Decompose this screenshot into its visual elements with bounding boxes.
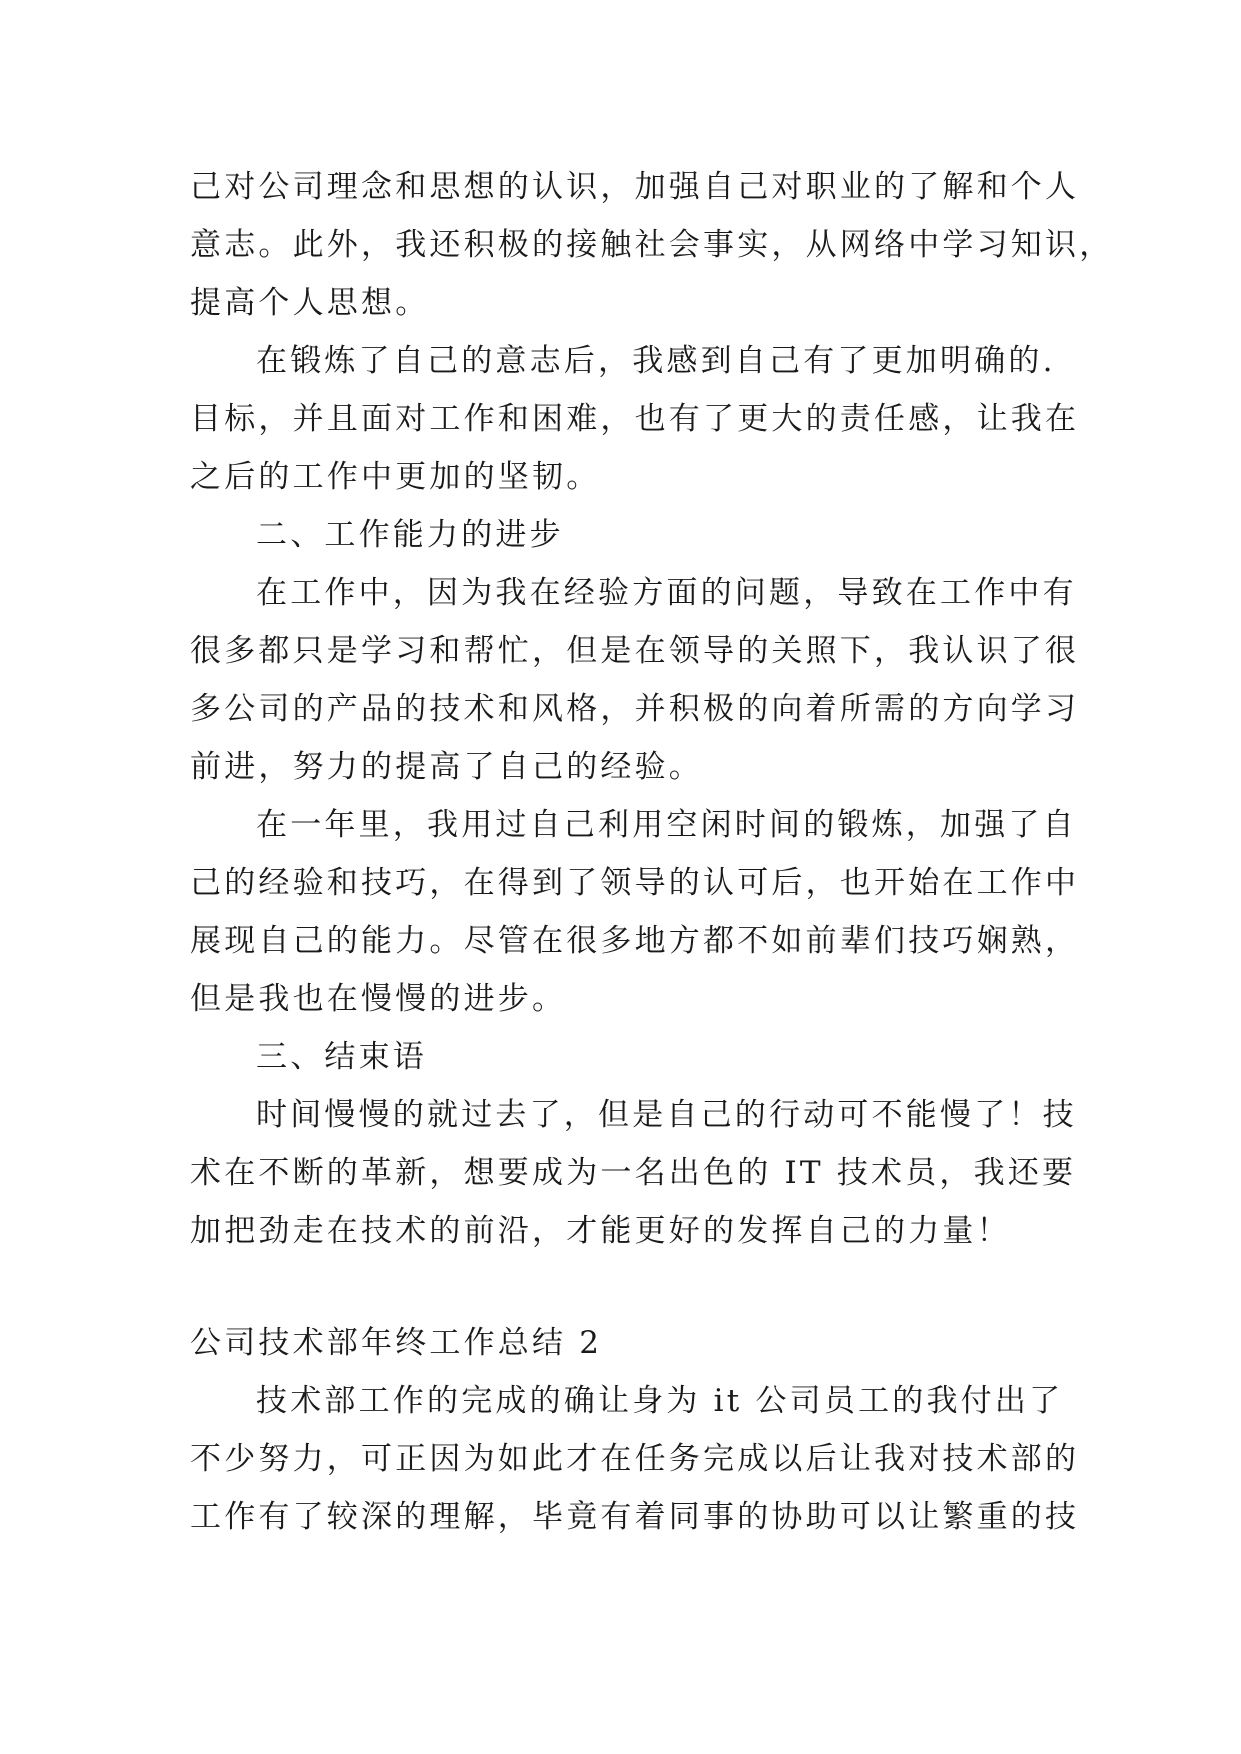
section-a-body (190, 158, 1114, 1260)
paragraph-line: 加把劲走在技术的前沿，才能更好的发挥自己的力量！ (190, 1213, 1011, 1249)
paragraph-line: 术在不断的革新，想要成为一名出色的 IT 技术员，我还要 (190, 1155, 1077, 1191)
document-title: 公司技术部年终工作总结 2 (190, 1325, 603, 1361)
paragraph-line: 展现自己的能力。尽管在很多地方都不如前辈们技巧娴熟， (190, 923, 1080, 959)
paragraph-line: 目标，并且面对工作和困难，也有了更大的责任感，让我在 (190, 401, 1080, 437)
paragraph-line: 意志。此外，我还积极的接触社会事实，从网络中学习知识， (190, 227, 1114, 263)
paragraph-line: 技术部工作的完成的确让身为 it 公司员工的我付出了 (256, 1383, 1064, 1419)
paragraph-line: 多公司的产品的技术和风格，并积极的向着所需的方向学习 (190, 691, 1080, 727)
paragraph-line: 不少努力，可正因为如此才在任务完成以后让我对技术部的 (190, 1441, 1080, 1477)
paragraph-line: 工作有了较深的理解，毕竟有着同事的协助可以让繁重的技 (190, 1499, 1080, 1535)
paragraph-line: 前进，努力的提高了自己的经验。 (190, 749, 703, 785)
paragraph-line: 但是我也在慢慢的进步。 (190, 981, 567, 1017)
paragraph-line: 己的经验和技巧，在得到了领导的认可后，也开始在工作中 (190, 865, 1080, 901)
section-heading: 二、工作能力的进步 (256, 517, 564, 553)
section-b (190, 1314, 1080, 1546)
paragraph-line: 提高个人思想。 (190, 285, 430, 321)
paragraph-line: 时间慢慢的就过去了，但是自己的行动可不能慢了！技 (256, 1097, 1077, 1133)
section-heading: 三、结束语 (256, 1039, 427, 1075)
paragraph-line: 之后的工作中更加的坚韧。 (190, 459, 601, 495)
paragraph-line: 在锻炼了自己的意志后，我感到自己有了更加明确的. (256, 343, 1056, 379)
paragraph-line: 己对公司理念和思想的认识，加强自己对职业的了解和个人 (190, 169, 1080, 205)
paragraph-line: 在一年里，我用过自己利用空闲时间的锻炼，加强了自 (256, 807, 1077, 843)
paragraph-line: 在工作中，因为我在经验方面的问题，导致在工作中有 (256, 575, 1077, 611)
paragraph-line: 很多都只是学习和帮忙，但是在领导的关照下，我认识了很 (190, 633, 1080, 669)
